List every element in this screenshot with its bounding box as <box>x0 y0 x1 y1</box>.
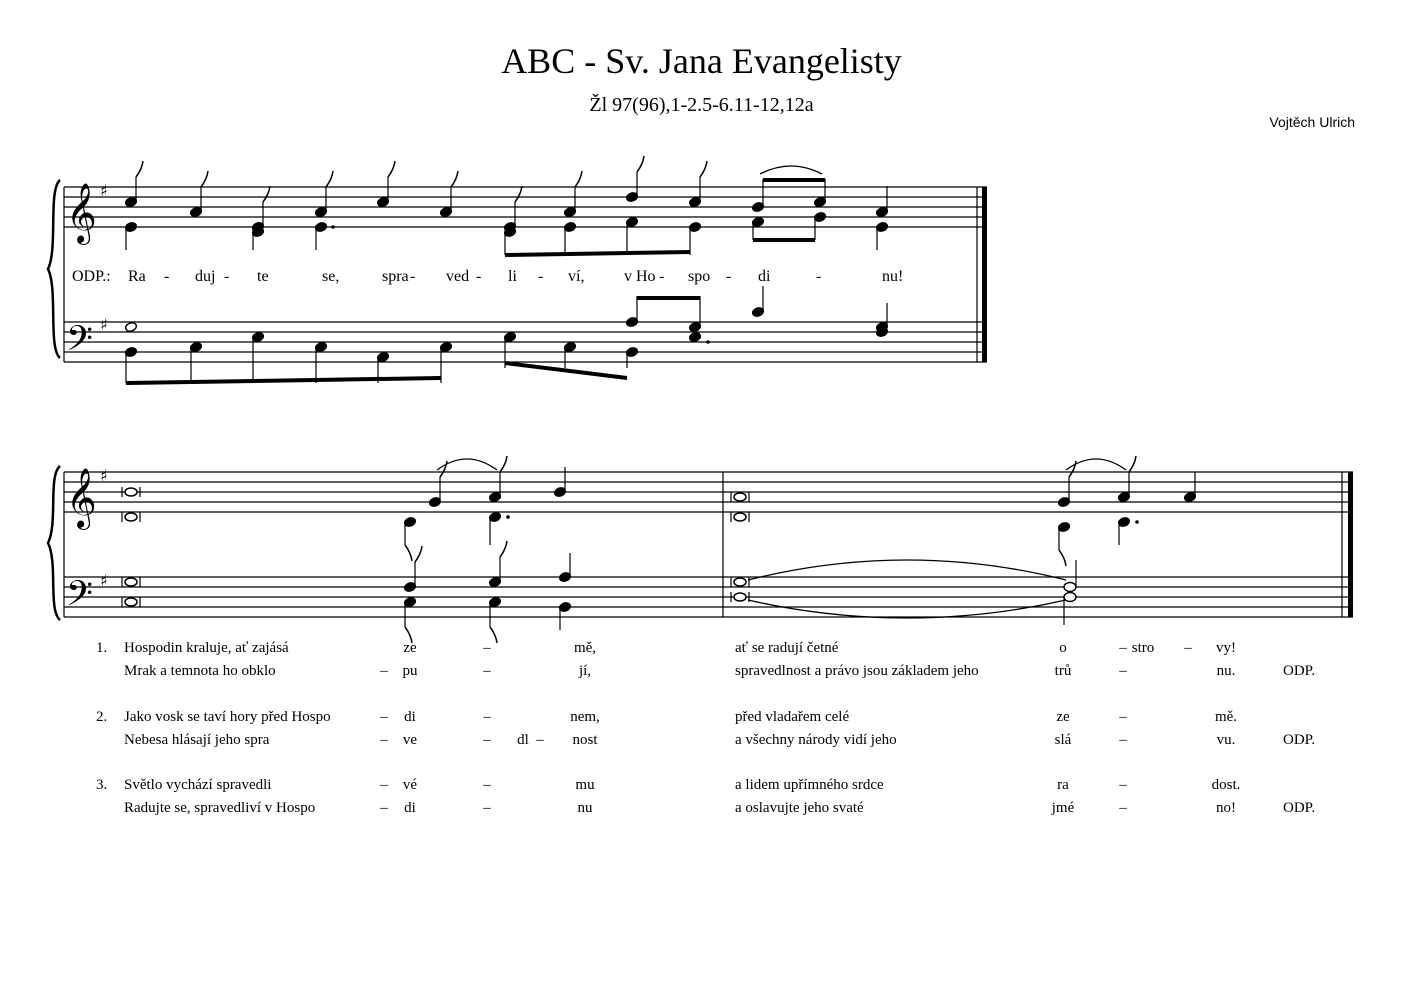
verse-text: Mrak a temnota ho obklo <box>124 663 276 679</box>
hyphen: – <box>1119 663 1127 679</box>
verse-syllable: nu. <box>1216 663 1236 679</box>
lyric-syllable: di <box>758 268 771 285</box>
note-flag <box>326 171 333 187</box>
hyphen: – <box>380 800 388 816</box>
beam <box>505 252 690 255</box>
verse-syllable: pu <box>402 663 418 679</box>
note-flag <box>201 171 208 187</box>
dot <box>331 225 335 229</box>
treble-clef-icon: 𝄞 <box>66 183 97 243</box>
lyric-syllable: li <box>508 268 517 285</box>
hyphen: - <box>164 268 170 285</box>
note-flag <box>440 461 447 477</box>
verse-syllable: nost <box>572 732 598 748</box>
dot <box>1135 520 1139 524</box>
bass-clef-icon: 𝄢 <box>66 573 94 622</box>
lyric-syllable: ved <box>446 268 470 285</box>
verse-syllable: jmé <box>1051 800 1075 816</box>
slur <box>760 166 822 174</box>
verse-syllable: mě. <box>1214 709 1238 725</box>
note-flag <box>1069 461 1076 477</box>
bass-clef-icon: 𝄢 <box>66 318 94 367</box>
hyphen: – <box>380 732 388 748</box>
note-flag <box>1129 456 1136 472</box>
double-bar-thick <box>1348 472 1353 617</box>
note-flag <box>500 456 507 472</box>
hyphen: – <box>483 640 491 656</box>
beam <box>126 378 441 383</box>
note-flag <box>415 546 422 562</box>
double-bar-thick <box>982 187 987 362</box>
note-flag <box>575 171 582 187</box>
dot <box>706 340 710 344</box>
response-cue: ODP. <box>1283 663 1316 679</box>
hyphen: - <box>224 268 230 285</box>
bass-note <box>124 321 137 332</box>
breve-note <box>734 493 746 501</box>
response-cue: ODP. <box>1283 800 1316 816</box>
note-flag <box>515 186 522 202</box>
brace-2 <box>48 466 60 620</box>
beam <box>505 363 627 378</box>
verse-text: Světlo vychází spravedli <box>124 777 272 793</box>
hyphen: – <box>1119 777 1127 793</box>
note-flag <box>405 545 412 561</box>
composer-name: Vojtěch Ulrich <box>1269 114 1355 130</box>
hyphen: - <box>538 268 544 285</box>
lyric-syllable: spo <box>688 268 711 285</box>
hyphen: – <box>483 800 491 816</box>
note-flag <box>700 161 707 177</box>
verse-text: Nebesa hlásají jeho spra <box>124 732 270 748</box>
lyric-syllable: se, <box>322 268 340 285</box>
treble-clef-icon: 𝄞 <box>66 468 97 528</box>
verse-syllable: ze <box>1056 709 1070 725</box>
note-flag <box>500 541 507 557</box>
hyphen: – <box>380 709 388 725</box>
verse-syllable: slá <box>1054 732 1072 748</box>
response-cue: ODP. <box>1283 732 1316 748</box>
lyric-syllable: ví, <box>568 268 585 285</box>
sharp-icon: ♯ <box>100 466 108 485</box>
verse-number: 1. <box>96 640 108 656</box>
hyphen: - <box>476 268 482 285</box>
hyphen: – <box>483 732 491 748</box>
note-flag <box>1059 550 1066 566</box>
sharp-icon: ♯ <box>100 181 108 200</box>
hyphen: – <box>1119 709 1127 725</box>
verse-syllable: stro <box>1131 640 1155 656</box>
verse-syllable: ze <box>403 640 417 656</box>
verse-syllable: nu <box>577 800 593 816</box>
bass-note <box>688 331 701 342</box>
hyphen: - <box>816 268 822 285</box>
lyric-syllable: duj <box>195 268 216 285</box>
verse-syllable: ra <box>1057 777 1069 793</box>
brace-1 <box>48 180 60 358</box>
lyric-syllable: Ra <box>128 268 146 285</box>
verse-syllable: dost. <box>1211 777 1241 793</box>
verse-text: a oslavujte jeho svaté <box>735 800 864 816</box>
response-label: ODP.: <box>72 268 111 285</box>
verse-syllable: trů <box>1054 663 1072 679</box>
note-flag <box>637 156 644 172</box>
verse-text: Jako vosk se taví hory před Hospo <box>124 709 331 725</box>
hyphen: – <box>380 663 388 679</box>
note-flag <box>263 186 270 202</box>
slur <box>748 600 1066 618</box>
verse-syllable: mu <box>575 777 595 793</box>
lyric-syllable: spra <box>382 268 409 285</box>
breve-note <box>734 513 746 521</box>
hyphen: – <box>536 732 544 748</box>
breve-note <box>125 598 137 606</box>
verse-syllable: vy! <box>1216 640 1236 656</box>
verse-syllable: ve <box>402 732 418 748</box>
hyphen: – <box>380 777 388 793</box>
note-flag <box>451 171 458 187</box>
hyphen: - <box>410 268 416 285</box>
slur <box>1066 459 1126 470</box>
hyphen: - <box>726 268 732 285</box>
verse-syllable: nem, <box>570 709 600 725</box>
verse-syllable: mě, <box>573 640 597 656</box>
hyphen: – <box>1184 640 1192 656</box>
breve-note <box>734 593 746 601</box>
lyric-syllable: te <box>257 268 269 285</box>
note-flag <box>136 161 143 177</box>
verse-text: před vladařem celé <box>735 709 850 725</box>
verse-text: Hospodin kraluje, ať zajásá <box>124 640 289 656</box>
breve-note <box>734 578 746 586</box>
breve-note <box>125 488 137 496</box>
verse-syllable: no! <box>1216 800 1236 816</box>
hyphen: – <box>1119 800 1127 816</box>
note-flag <box>388 161 395 177</box>
breve-note <box>125 578 137 586</box>
slur <box>437 459 497 470</box>
hyphen: – <box>483 663 491 679</box>
verse-syllable: di <box>404 800 416 816</box>
verse-number: 3. <box>96 777 108 793</box>
half-note <box>1064 583 1076 592</box>
hyphen: - <box>659 268 665 285</box>
verse-text: spravedlnost a právo jsou základem jeho <box>735 663 979 679</box>
verse-text: Radujte se, spravedliví v Hospo <box>124 800 316 816</box>
verse-text: a všechny národy vidí jeho <box>735 732 897 748</box>
verse-syllable: o <box>1059 640 1067 656</box>
hyphen: – <box>483 777 491 793</box>
lyric-syllable: v Ho <box>624 268 656 285</box>
breve-note <box>125 513 137 521</box>
lyric-syllable: nu! <box>882 268 904 285</box>
psalm-reference: Žl 97(96),1-2.5-6.11-12,12a <box>589 94 814 116</box>
verse-syllable: dl <box>517 732 529 748</box>
verse-text: a lidem upřímného srdce <box>735 777 884 793</box>
page-title: ABC - Sv. Jana Evangelisty <box>501 41 902 81</box>
verse-syllable: jí, <box>578 663 592 679</box>
verse-syllable: vé <box>402 777 418 793</box>
hyphen: – <box>1119 640 1127 656</box>
hyphen: – <box>483 709 491 725</box>
sharp-icon: ♯ <box>100 315 108 334</box>
dot <box>506 515 510 519</box>
verse-number: 2. <box>96 709 108 725</box>
verse-syllable: di <box>404 709 416 725</box>
sharp-icon: ♯ <box>100 571 108 590</box>
verse-syllable: vu. <box>1216 732 1236 748</box>
hyphen: – <box>1119 732 1127 748</box>
verse-text: ať se radují četné <box>735 640 839 656</box>
